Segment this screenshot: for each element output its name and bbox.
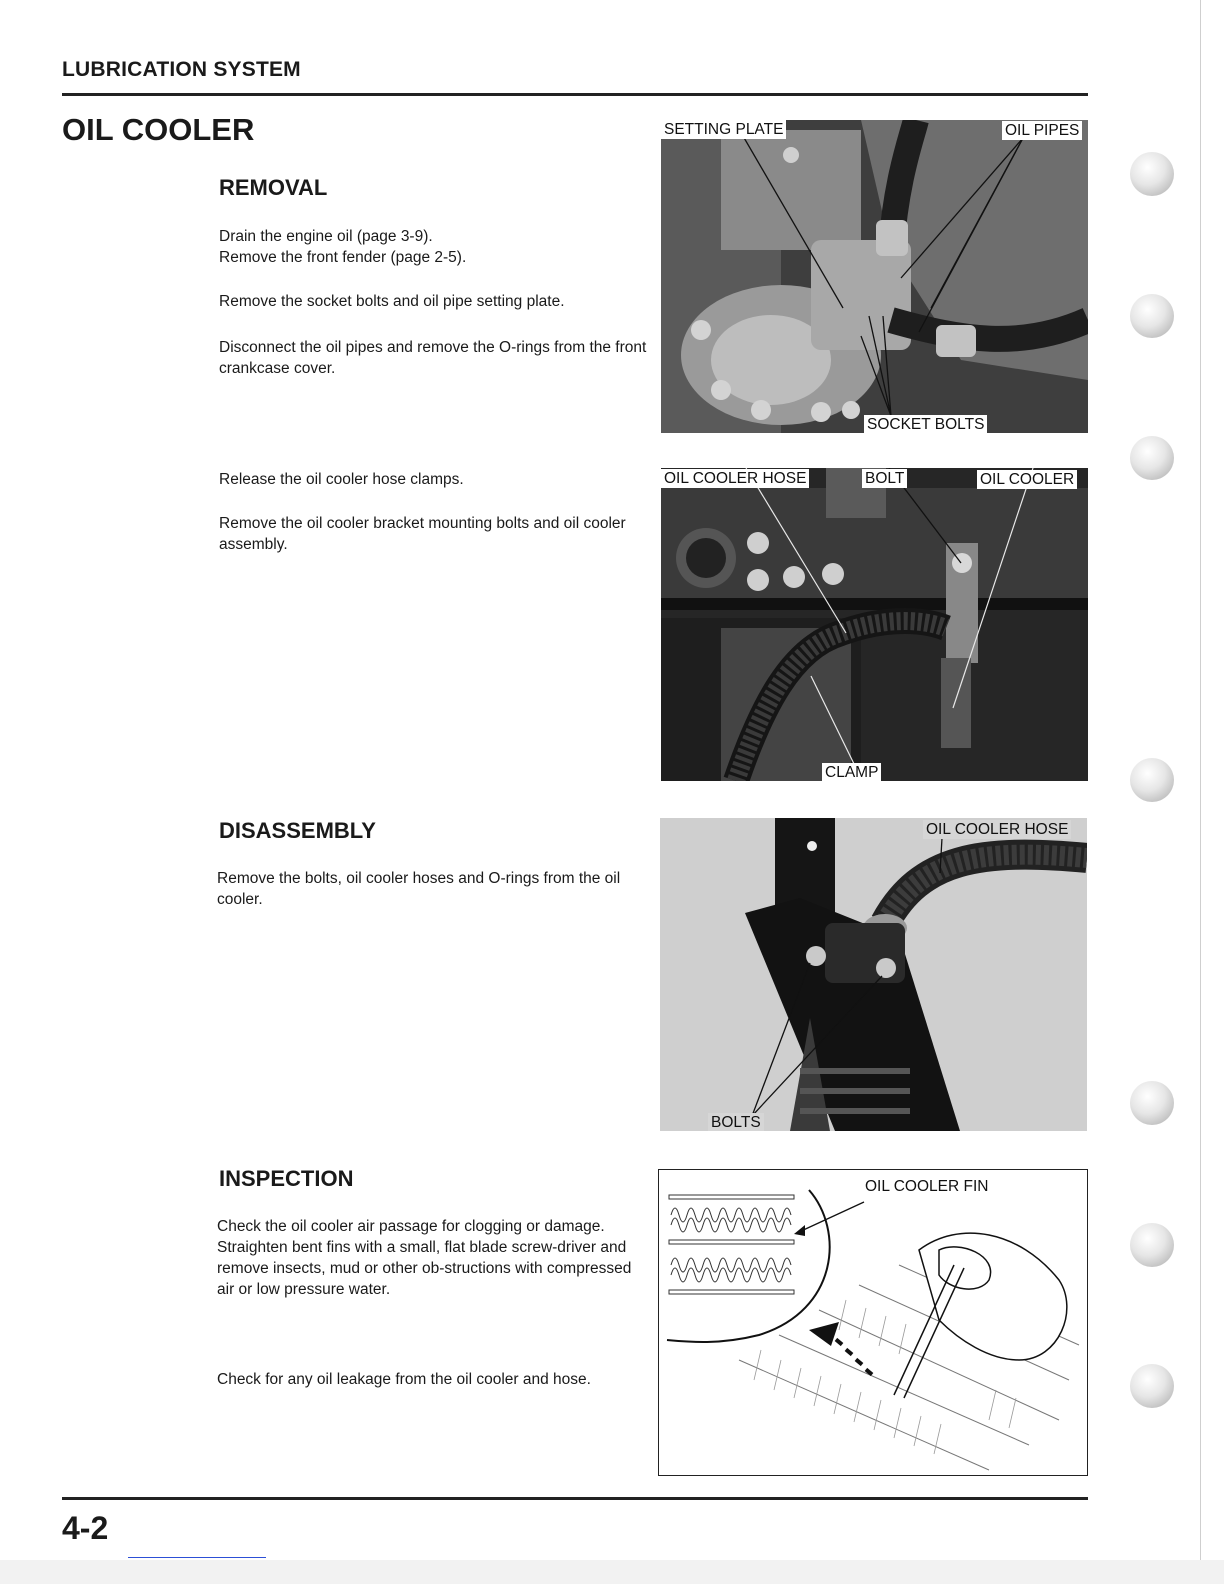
oil-cooler-fin-illustration bbox=[658, 1169, 1088, 1476]
label-bolts: BOLTS bbox=[708, 1113, 764, 1131]
removal-heading: REMOVAL bbox=[219, 175, 328, 200]
oil-cooler-mount-photo bbox=[661, 468, 1088, 781]
label-oil-cooler-hose-2: OIL COOLER HOSE bbox=[923, 820, 1071, 839]
removal-line-fender: Remove the front fender (page 2-5). bbox=[219, 249, 467, 266]
header-rule bbox=[62, 93, 1088, 96]
inspection-line-straighten: Straighten bent fins with a small, flat blade screw-driver and remove insects, mud or other ob-structions with compressed air or low pressure water. bbox=[217, 1239, 632, 1298]
label-bolt: BOLT bbox=[862, 469, 907, 488]
inspection-paragraph-2: Check for any oil leakage from the oil cooler and hose. bbox=[217, 1371, 591, 1388]
removal-paragraph-1 bbox=[219, 226, 647, 268]
viewer-link-underline bbox=[128, 1557, 266, 1558]
removal-paragraph-4: Release the oil cooler hose clamps. bbox=[219, 471, 464, 488]
viewer-bottom-strip bbox=[0, 1560, 1224, 1584]
section-tab-marker bbox=[1130, 294, 1174, 338]
fin-illustration-drawing bbox=[659, 1170, 1087, 1475]
page-title: OIL COOLER bbox=[62, 112, 255, 147]
removal-paragraph-2: Remove the socket bolts and oil pipe setting plate. bbox=[219, 293, 565, 310]
label-clamp: CLAMP bbox=[822, 763, 881, 781]
removal-paragraph-5: Remove the oil cooler bracket mounting bolts and oil cooler assembly. bbox=[219, 515, 626, 553]
label-socket-bolts: SOCKET BOLTS bbox=[864, 415, 987, 433]
footer-rule bbox=[62, 1497, 1088, 1500]
oil-cooler-bolts-photo-drawing bbox=[660, 818, 1087, 1131]
removal-line-drain: Drain the engine oil (page 3-9). bbox=[219, 228, 433, 245]
page-edge bbox=[1200, 0, 1201, 1584]
section-header: LUBRICATION SYSTEM bbox=[62, 58, 301, 81]
label-oil-pipes: OIL PIPES bbox=[1002, 121, 1082, 140]
section-tab-marker bbox=[1130, 1081, 1174, 1125]
inspection-paragraph-1 bbox=[217, 1216, 645, 1300]
label-setting-plate: SETTING PLATE bbox=[661, 120, 786, 139]
removal-paragraph-3: Disconnect the oil pipes and remove the O-rings from the front crankcase cover. bbox=[219, 339, 647, 377]
section-tab-marker bbox=[1130, 758, 1174, 802]
page-number: 4-2 bbox=[62, 1510, 109, 1546]
section-tab-marker bbox=[1130, 436, 1174, 480]
section-tab-marker bbox=[1130, 1223, 1174, 1267]
label-oil-cooler-hose-1: OIL COOLER HOSE bbox=[661, 469, 809, 488]
section-tab-marker bbox=[1130, 152, 1174, 196]
oil-cooler-bolts-photo bbox=[660, 818, 1087, 1131]
oil-pipes-photo bbox=[661, 120, 1088, 433]
section-tab-marker bbox=[1130, 1364, 1174, 1408]
inspection-line-check: Check the oil cooler air passage for clogging or damage. bbox=[217, 1218, 605, 1235]
label-oil-cooler-fin: OIL COOLER FIN bbox=[862, 1177, 991, 1196]
label-oil-cooler: OIL COOLER bbox=[977, 470, 1077, 489]
disassembly-heading: DISASSEMBLY bbox=[219, 818, 376, 843]
inspection-heading: INSPECTION bbox=[219, 1166, 354, 1191]
disassembly-paragraph-1: Remove the bolts, oil cooler hoses and O-rings from the oil cooler. bbox=[217, 870, 621, 908]
oil-pipes-photo-drawing bbox=[661, 120, 1088, 433]
oil-cooler-mount-photo-drawing bbox=[661, 468, 1088, 781]
